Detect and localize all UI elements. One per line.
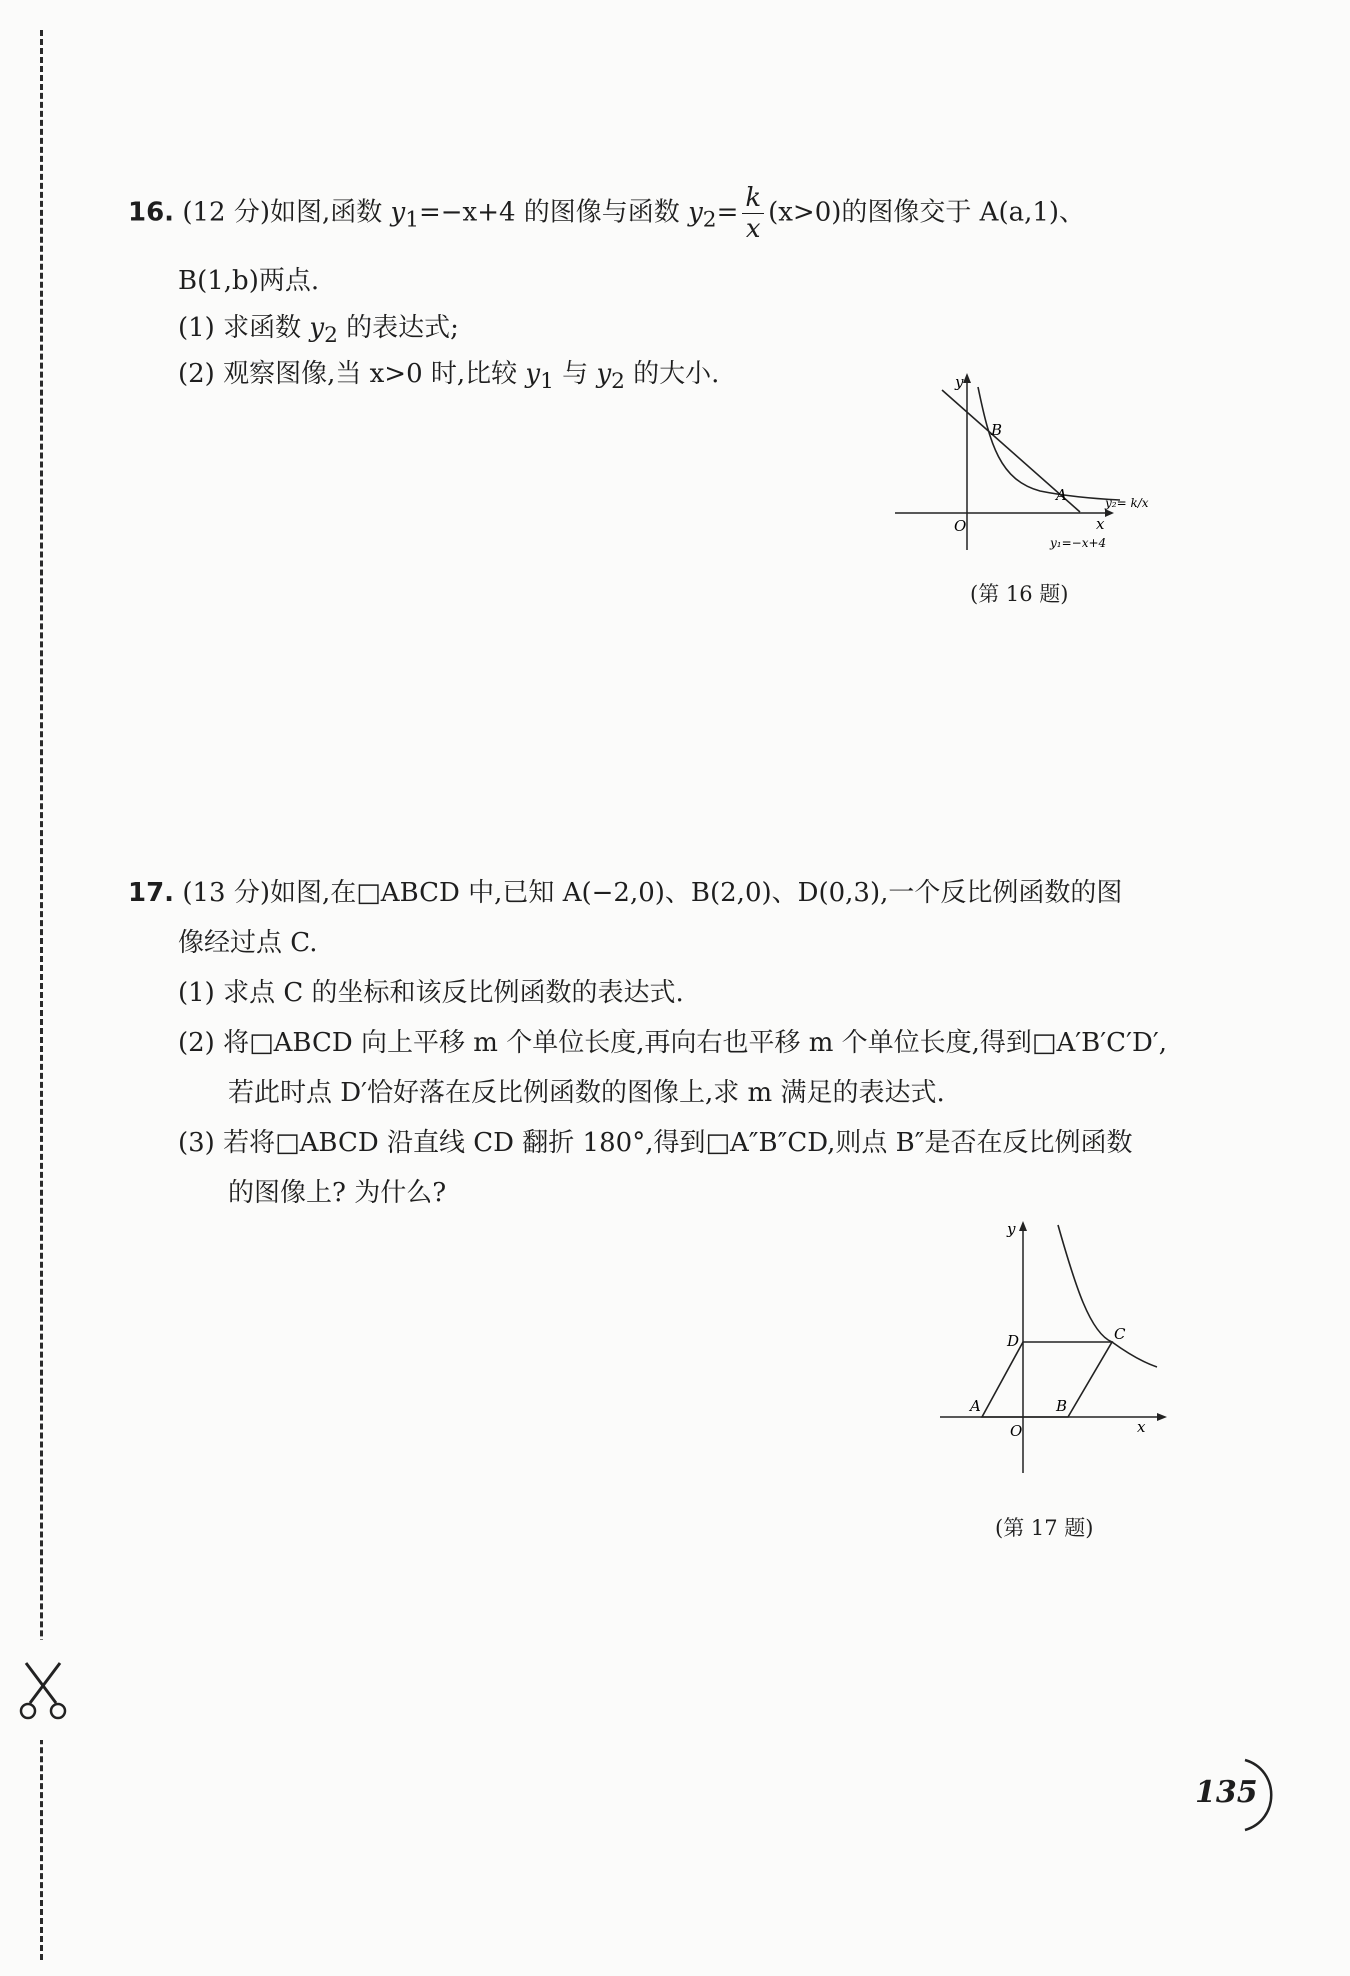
problem-number: 16. <box>128 197 175 228</box>
x-axis-arrow <box>1157 1413 1167 1421</box>
problem-17-sub-2-b: 若此时点 D′恰好落在反比例函数的图像上,求 m 满足的表达式. <box>228 1078 945 1108</box>
y-axis-arrow <box>1019 1221 1027 1231</box>
curve-inverse <box>1058 1225 1157 1367</box>
figure-17-caption: (第 17 题) <box>995 1516 1094 1540</box>
curve-y2 <box>978 387 1120 500</box>
fraction-k-over-x: $\frac{k}{x}$ <box>742 185 764 242</box>
curve-y2-label: y₂= k/x <box>1105 496 1149 510</box>
problem-17-sub-2-a: (2) 将□ABCD 向上平移 m 个单位长度,再向右也平移 m 个单位长度,得到□A′B′C′D′, <box>178 1028 1167 1058</box>
point-c-label: C <box>1114 1325 1126 1343</box>
point-a-label: A <box>1056 486 1067 504</box>
figure-16 <box>880 365 1170 565</box>
scissors-icon <box>18 1655 68 1725</box>
parallelogram-abcd <box>982 1342 1112 1417</box>
figure-16-caption: (第 16 题) <box>970 582 1069 606</box>
page-number-bracket-icon <box>1240 1755 1290 1835</box>
point-b-label: B <box>991 421 1003 439</box>
point-d-label: D <box>1007 1332 1020 1350</box>
problem-16-line-1: 16. (12 分)如图,函数 $y_1=-x+4$ 的图像与函数 $y_2=$ $\frac{k}{x}$ (x>0)的图像交于 A(a,1)、 <box>128 183 1086 244</box>
problem-17-line-2: 像经过点 C. <box>178 928 318 958</box>
x-axis-label: x <box>1137 1418 1146 1436</box>
x-axis-arrow <box>1105 509 1114 517</box>
y-axis-label: y <box>1007 1220 1016 1238</box>
y-axis-arrow <box>963 373 971 383</box>
page-number: 135 <box>1195 1775 1258 1810</box>
problem-16-sub-1: (1) 求函数 $y_2$ 的表达式; <box>178 313 459 349</box>
point-b-label: B <box>1056 1397 1068 1415</box>
problem-16-sub-2: (2) 观察图像,当 x>0 时,比较 $y_1$ 与 $y_2$ 的大小. <box>178 359 720 395</box>
y-axis-label: y <box>955 373 964 391</box>
problem-17-sub-1: (1) 求点 C 的坐标和该反比例函数的表达式. <box>178 978 684 1008</box>
problem-17-line-1: 17. (13 分)如图,在□ABCD 中,已知 A(−2,0)、B(2,0)、D(0,3),一个反比例函数的图 <box>128 878 1123 908</box>
problem-16-line-2: B(1,b)两点. <box>178 266 320 296</box>
figure-17 <box>925 1215 1185 1485</box>
problem-17-sub-3-b: 的图像上? 为什么? <box>228 1178 447 1208</box>
point-a-label: A <box>970 1397 981 1415</box>
origin-label: O <box>954 517 967 535</box>
problem-number: 17. <box>128 878 175 908</box>
problem-17-sub-3-a: (3) 若将□ABCD 沿直线 CD 翻折 180°,得到□A″B″CD,则点 B″是否在反比例函数 <box>178 1128 1133 1158</box>
line-y1-label: y₁=−x+4 <box>1050 536 1107 550</box>
origin-label: O <box>1010 1422 1023 1440</box>
x-axis-label: x <box>1096 515 1105 533</box>
